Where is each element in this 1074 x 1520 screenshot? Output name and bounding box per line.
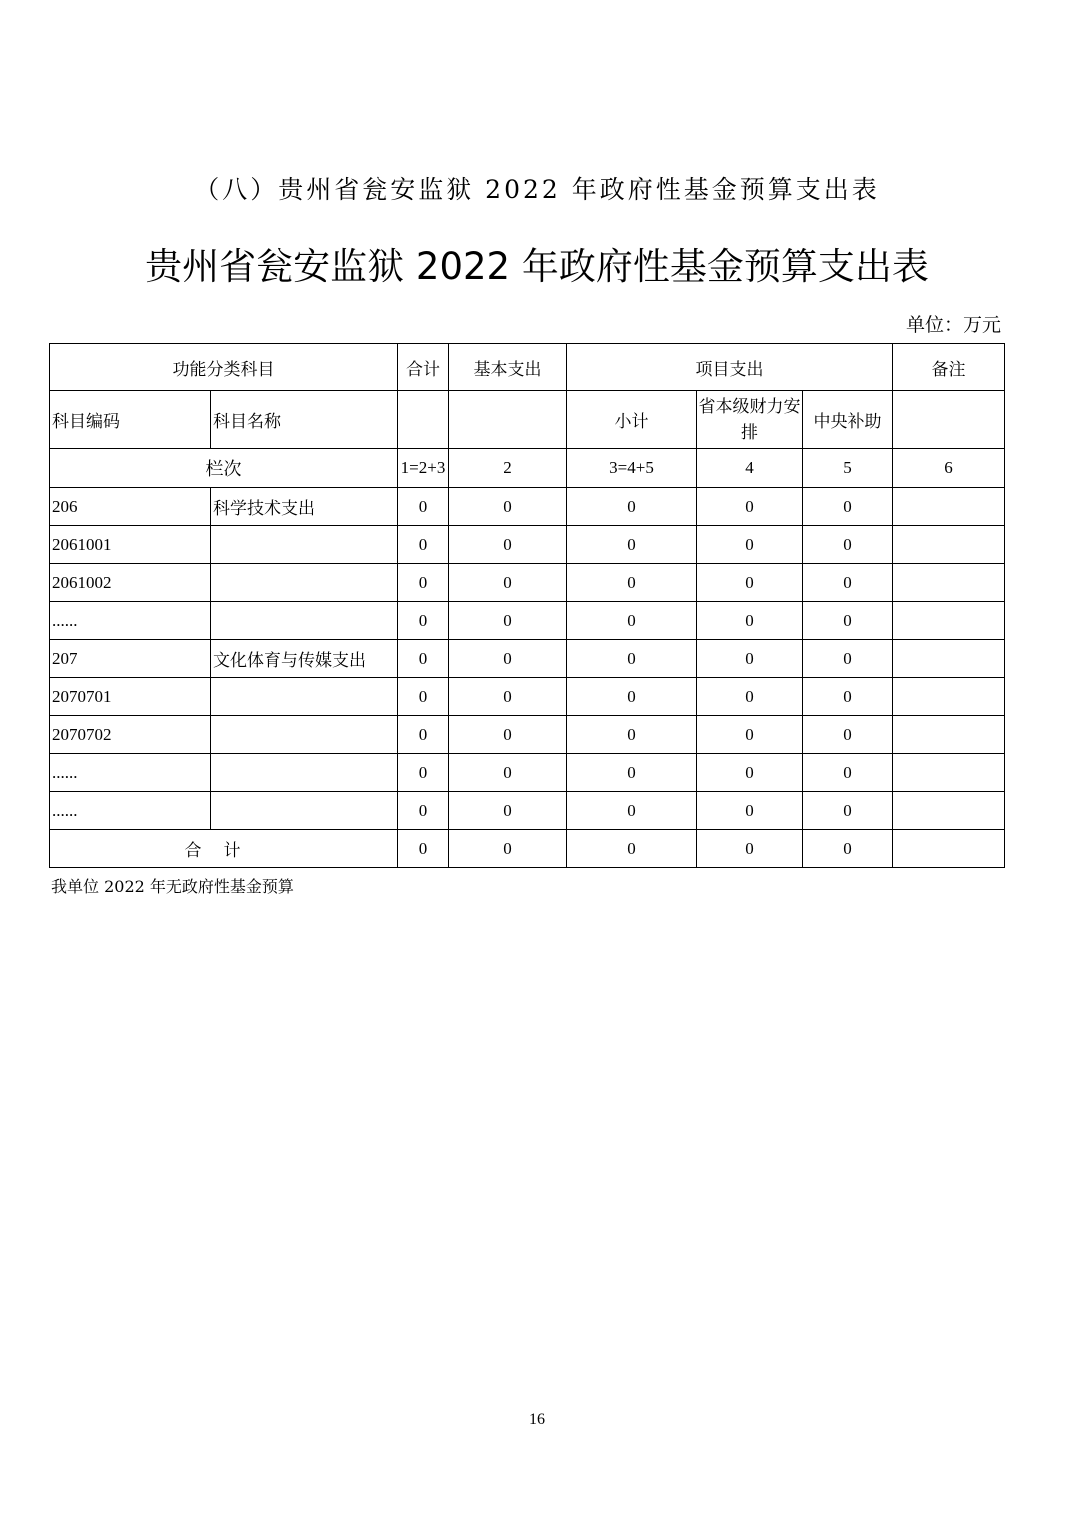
cell-name: 科学技术支出	[211, 488, 398, 526]
cell-subtotal: 0	[567, 488, 697, 526]
column-index-5: 5	[803, 449, 893, 488]
cell-total: 0	[398, 526, 449, 564]
cell-name	[211, 564, 398, 602]
header-name: 科目名称	[211, 391, 398, 449]
cell-remarks	[893, 754, 1005, 792]
cell-basic: 0	[449, 754, 567, 792]
cell-code: 206	[50, 488, 211, 526]
cell-name	[211, 678, 398, 716]
page-number: 16	[529, 1411, 545, 1428]
cell-provincial: 0	[697, 716, 803, 754]
cell-subtotal: 0	[567, 754, 697, 792]
cell-provincial: 0	[697, 792, 803, 830]
cell-subtotal: 0	[567, 678, 697, 716]
cell-provincial: 0	[697, 602, 803, 640]
header-empty-remarks	[893, 391, 1005, 449]
cell-basic: 0	[449, 678, 567, 716]
cell-subtotal: 0	[567, 792, 697, 830]
header-remarks: 备注	[893, 344, 1005, 391]
cell-code: 2070702	[50, 716, 211, 754]
cell-provincial: 0	[697, 488, 803, 526]
cell-name	[211, 792, 398, 830]
cell-code: 2070701	[50, 678, 211, 716]
cell-basic: 0	[449, 564, 567, 602]
cell-remarks	[893, 526, 1005, 564]
header-basic: 基本支出	[449, 344, 567, 391]
cell-total: 0	[398, 716, 449, 754]
cell-central: 0	[803, 716, 893, 754]
cell-subtotal: 0	[567, 564, 697, 602]
table-row	[50, 792, 1005, 830]
cell-basic: 0	[449, 792, 567, 830]
cell-provincial: 0	[697, 640, 803, 678]
cell-subtotal: 0	[567, 602, 697, 640]
cell-provincial: 0	[697, 754, 803, 792]
column-index-label: 栏次	[50, 449, 398, 488]
table-row	[50, 526, 1005, 564]
cell-total: 0	[398, 488, 449, 526]
column-index-6: 6	[893, 449, 1005, 488]
cell-remarks	[893, 488, 1005, 526]
cell-code: ......	[50, 792, 211, 830]
cell-central: 0	[803, 488, 893, 526]
cell-remarks	[893, 602, 1005, 640]
cell-central: 0	[803, 526, 893, 564]
table-row	[50, 488, 1005, 526]
header-empty-total	[398, 391, 449, 449]
column-index-4: 4	[697, 449, 803, 488]
cell-name	[211, 716, 398, 754]
cell-total: 0	[398, 640, 449, 678]
table-row	[50, 602, 1005, 640]
footnote: 我单位 2022 年无政府性基金预算	[51, 877, 294, 896]
cell-total: 0	[398, 678, 449, 716]
cell-subtotal: 0	[567, 716, 697, 754]
header-code: 科目编码	[50, 391, 211, 449]
cell-central: 0	[803, 564, 893, 602]
header-subtotal: 小计	[567, 391, 697, 449]
header-central: 中央补助	[803, 391, 893, 449]
cell-remarks	[893, 716, 1005, 754]
cell-remarks	[893, 640, 1005, 678]
cell-total: 0	[398, 754, 449, 792]
cell-code: ......	[50, 602, 211, 640]
column-index-3: 3=4+5	[567, 449, 697, 488]
cell-name	[211, 526, 398, 564]
cell-total: 0	[398, 602, 449, 640]
cell-code: ......	[50, 754, 211, 792]
table-row	[50, 754, 1005, 792]
cell-name	[211, 754, 398, 792]
header-row-2	[50, 391, 1005, 449]
total-basic: 0	[449, 830, 567, 868]
cell-basic: 0	[449, 602, 567, 640]
cell-basic: 0	[449, 716, 567, 754]
cell-name: 文化体育与传媒支出	[211, 640, 398, 678]
cell-basic: 0	[449, 488, 567, 526]
table-row	[50, 564, 1005, 602]
cell-remarks	[893, 564, 1005, 602]
table-row	[50, 716, 1005, 754]
table-row	[50, 678, 1005, 716]
cell-name	[211, 602, 398, 640]
cell-provincial: 0	[697, 526, 803, 564]
cell-central: 0	[803, 754, 893, 792]
table-title: 贵州省瓮安监狱 2022 年政府性基金预算支出表	[145, 245, 929, 288]
cell-subtotal: 0	[567, 640, 697, 678]
table-row	[50, 640, 1005, 678]
budget-table	[49, 343, 1005, 868]
total-central: 0	[803, 830, 893, 868]
cell-total: 0	[398, 792, 449, 830]
cell-provincial: 0	[697, 678, 803, 716]
section-heading: （八）贵州省瓮安监狱 2022 年政府性基金预算支出表	[194, 175, 880, 204]
unit-label: 单位：万元	[905, 314, 1001, 336]
total-label: 合计	[50, 830, 398, 868]
cell-code: 2061001	[50, 526, 211, 564]
column-index-2: 2	[449, 449, 567, 488]
header-empty-basic	[449, 391, 567, 449]
column-index-row	[50, 449, 1005, 488]
cell-remarks	[893, 792, 1005, 830]
cell-remarks	[893, 678, 1005, 716]
header-row-1	[50, 344, 1005, 391]
total-row	[50, 830, 1005, 868]
cell-central: 0	[803, 602, 893, 640]
cell-subtotal: 0	[567, 526, 697, 564]
total-subtotal: 0	[567, 830, 697, 868]
header-provincial: 省本级财力安排	[697, 391, 803, 449]
header-project: 项目支出	[567, 344, 893, 391]
cell-code: 2061002	[50, 564, 211, 602]
cell-code: 207	[50, 640, 211, 678]
cell-central: 0	[803, 640, 893, 678]
cell-basic: 0	[449, 640, 567, 678]
column-index-1: 1=2+3	[398, 449, 449, 488]
cell-basic: 0	[449, 526, 567, 564]
header-total: 合计	[398, 344, 449, 391]
header-category: 功能分类科目	[50, 344, 398, 391]
cell-central: 0	[803, 678, 893, 716]
total-total: 0	[398, 830, 449, 868]
cell-provincial: 0	[697, 564, 803, 602]
total-provincial: 0	[697, 830, 803, 868]
total-remarks	[893, 830, 1005, 868]
cell-central: 0	[803, 792, 893, 830]
cell-total: 0	[398, 564, 449, 602]
